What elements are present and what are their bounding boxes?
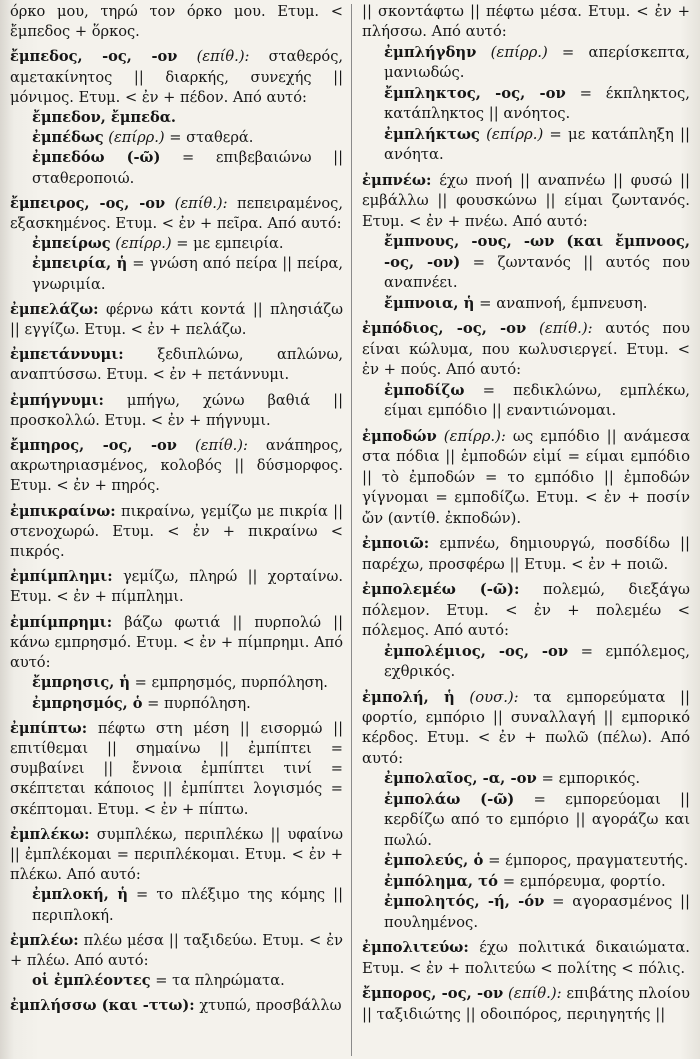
definition: πολεμώ, διεξάγω πόλεμον. Ετυμ. < ἐν + πολεμέω < πόλεμος. Από αυτό: (362, 581, 690, 640)
derived-entry (10, 148, 343, 188)
entry-text (10, 567, 343, 607)
headword: ἐμπελάζω: (10, 300, 99, 318)
dictionary-entry (10, 194, 343, 295)
derived-entry (362, 769, 690, 789)
derived-headword: ἐμπολέμιος, -ος, -ον (384, 642, 569, 660)
headword: ἐμπλήσσω (και -ττω): (10, 997, 195, 1015)
definition: πέφτω στη μέση || εισορμώ || επιτίθεμαι || σημαίνω || ἐμπίπτει = συμβαίνει || ἔννοια ἐμπίπτει τινί = σκέπτεται κάποιος || ἐμπίπτει λογισμός = σκέπτομαι. Ετυμ. < ἐν + πίπτω. (10, 719, 344, 818)
part-of-speech: (επίθ.): (508, 985, 562, 1003)
entry-text (10, 825, 343, 886)
derived-headword: ἐμπέδως (32, 129, 104, 147)
entry-text (10, 345, 343, 385)
definition: πλέω μέσα || ταξιδεύω. Ετυμ. < ἐν + πλέω. Από αυτό: (10, 931, 343, 969)
definition: εμπνέω, δημιουργώ, ποσδίδω || παρέχω, προσφέρω || Ετυμ. < ἐν + ποιῶ. (362, 535, 690, 573)
derived-entry (10, 694, 343, 714)
entry-text (362, 319, 690, 380)
derived-headword: ἐμπείρως (32, 235, 111, 253)
dictionary-entry (10, 300, 343, 340)
definition: τα εμπορεύματα || φορτίο, εμπόριο || συναλλαγή || εμπορικό κέρδος. Ετυμ. < ἐν + πωλῶ (πέλω). Από αυτό: (362, 688, 690, 767)
derived-entry (362, 790, 690, 851)
definition: γεμίζω, πληρώ || χορταίνω. Ετυμ. < ἐν + πίμπλημι. (10, 568, 343, 606)
definition: ως εμπόδιο || ανάμεσα στα πόδια || ἐμποδών εἰμί = είμαι εμπόδιο || τὸ ἐμποδών = το εμπόδιο || ἐμποδών γίγνομαι = εμποδίζω. Ετυμ. < ἐν + ποσίν ὤν (αντίθ. ἐκποδών). (362, 427, 690, 527)
derived-headword: ἐμπεδόω (-ῶ) (32, 149, 161, 167)
column-divider (351, 4, 352, 1056)
dictionary-entry (10, 502, 343, 563)
entry-text (10, 300, 343, 340)
derived-definition: = εμπρησμός, πυρπόληση. (134, 674, 328, 692)
entry-text (10, 391, 343, 431)
derived-entry (362, 642, 690, 683)
derived-entry (362, 125, 690, 166)
definition: φέρνω κάτι κοντά || πλησιάζω || εγγίζω. Ετυμ. < ἐν + πελάζω. (10, 300, 344, 339)
derived-headword: ἐμπολάω (-ῶ) (384, 790, 515, 808)
entry-text (362, 688, 690, 770)
derived-entry (362, 872, 690, 892)
headword: ἐμπετάννυμι: (10, 346, 124, 364)
derived-headword: ἐμπρησμός, ὁ (32, 694, 143, 712)
derived-definition: = πυρπόληση. (147, 694, 251, 712)
entry-text (10, 47, 343, 108)
headword: ἐμπλέω: (10, 931, 79, 949)
derived-entry (10, 885, 343, 925)
derived-entry (10, 128, 343, 148)
derived-definition: = πεδικλώνω, εμπλέκω, είμαι εμπόδιο || εναντιώνομαι. (384, 381, 690, 420)
derived-definition: = επιβεβαιώνω || σταθεροποιώ. (32, 149, 343, 187)
derived-headword: ἐμπολαῖος, -α, -ον (384, 770, 537, 788)
headword: ἔμπορος, -ος, -ον (362, 985, 504, 1003)
dictionary-entry (10, 719, 343, 820)
derived-definition: = με κατάπληξη || ανόητα. (384, 125, 690, 164)
derived-definition: = εμπόλεμος, εχθρικός. (384, 642, 690, 681)
headword: ἐμπλέκω: (10, 825, 90, 843)
derived-definition: = έκπληκτος, κατάπληκτος || ανόητος. (384, 84, 690, 123)
derived-definition: = τα πληρώματα. (155, 972, 285, 990)
left-column (10, 2, 343, 1022)
part-of-speech: (επίθ.): (174, 194, 228, 212)
entry-text (10, 931, 343, 971)
part-of-speech: (επίθ.): (196, 48, 250, 66)
right-column (362, 2, 690, 1030)
derived-definition: = σταθερά. (169, 129, 254, 147)
derived-definition: = εμπόρευμα, φορτίο. (502, 872, 666, 890)
derived-entry (10, 254, 343, 294)
derived-definition: = το πλέξιμο της κόμης || περιπλοκή. (32, 886, 343, 924)
derived-entry (10, 108, 343, 128)
dictionary-entry (362, 688, 690, 934)
derived-entry (10, 673, 343, 693)
definition: ξεδιπλώνω, απλώνω, αναπτύσσω. Ετυμ. < ἐν + πετάννυμι. (10, 346, 343, 384)
definition: σταθερός, αμετακίνητος || διαρκής, συνεχής || μόνιμος. Ετυμ. < ἐν + πέδον. Από αυτό: (10, 48, 344, 106)
dictionary-entry (10, 567, 343, 607)
derived-definition: = ζωντανός || αυτός που αναπνέει. (384, 253, 690, 292)
derived-definition: = γνώση από πείρα || πείρα, γνωριμία. (32, 255, 343, 293)
part-of-speech: (ουσ.): (469, 688, 519, 706)
derived-headword: ἐμποδίζω (384, 381, 465, 399)
headword: ἐμπικραίνω: (10, 502, 116, 520)
part-of-speech: (επίθ.): (538, 320, 593, 338)
derived-part-of-speech: (επίρρ.) (115, 235, 172, 253)
entry-text (10, 436, 343, 497)
entry-text (10, 194, 343, 234)
derived-headword: ἔμπεδον, ἔμπεδα. (32, 109, 177, 127)
entry-text (362, 534, 690, 575)
derived-headword: ἐμπλήκτως (384, 125, 480, 143)
derived-definition: = εμπορικός. (541, 770, 641, 788)
derived-definition: = απερίσκεπτα, μανιωδώς. (384, 43, 690, 82)
headword: ἐμπίμπλημι: (10, 568, 113, 586)
dictionary-entry (362, 580, 690, 682)
entry-text (362, 427, 690, 529)
definition: έχω πνοή || αναπνέω || φυσώ || εμβάλλω || φουσκώνω || είμαι ζωντανός. Ετυμ. < ἐν + πνέω. Από αυτό: (362, 171, 690, 230)
derived-headword: ἔμπνους, -ους, -ων (και ἔμπνοος, -ος, -ον) (384, 233, 690, 271)
headword: ἐμπολιτεύω: (362, 939, 469, 957)
dictionary-entry (10, 825, 343, 926)
derived-definition: = αγορασμένος || πουλημένος. (384, 893, 690, 931)
definition: πικραίνω, γεμίζω με πικρία || στενοχωρώ. Ετυμ. < ἐν + πικραίνω < πικρός. (10, 502, 344, 561)
headword: ἔμπηρος, -ος, -ον (10, 437, 177, 455)
entry-text (10, 719, 343, 820)
dictionary-entry (10, 931, 343, 992)
definition: βάζω φωτιά || πυρπολώ || κάνω εμπρησμό. Ετυμ. < ἐν + πίμπρημι. Από αυτό: (10, 613, 343, 672)
headword: ἐμπίπτω: (10, 719, 88, 737)
derived-part-of-speech: (επίρρ.) (108, 129, 165, 147)
definition: συμπλέκω, περιπλέκω || υφαίνω || ἐμπλέκομαι = περιπλέκομαι. Ετυμ. < ἐν + πλέκω. Από αυτό: (10, 825, 344, 884)
derived-entry (362, 84, 690, 125)
headword: ἔμπεδος, -ος, -ον (10, 48, 178, 66)
dictionary-entry (10, 391, 343, 431)
dictionary-entry (362, 984, 690, 1025)
definition: έχω πολιτικά δικαιώματα. Ετυμ. < ἐν + πολιτεύω < πολίτης < πόλις. (362, 939, 690, 977)
headword: ἐμποδών (362, 427, 437, 445)
dictionary-entry (362, 938, 690, 979)
derived-definition: = έμπορος, πραγματευτής. (488, 852, 689, 870)
part-of-speech: (επίθ.): (194, 437, 248, 455)
derived-headword: ἔμπνοια, ἡ (384, 294, 475, 312)
headword: ἐμπνέω: (362, 171, 432, 189)
headword: ἐμπολή, ἡ (362, 688, 455, 706)
derived-headword: ἐμπολητός, -ή, -όν (384, 893, 545, 911)
definition: επιβάτης πλοίου || ταξιδιώτης || οδοιπόρος, περιηγητής || (362, 985, 690, 1023)
definition: μπήγω, χώνω βαθιά || προσκολλώ. Ετυμ. < ἐν + πήγνυμι. (10, 391, 343, 429)
headword: ἐμπόδιος, -ος, -ον (362, 320, 527, 338)
derived-headword: ἐμπλοκή, ἡ (32, 886, 128, 904)
dictionary-entry (10, 613, 343, 714)
definition: ανάπηρος, ακρωτηριασμένος, κολοβός || δύσμορφος. Ετυμ. < ἐν + πηρός. (10, 437, 344, 495)
dictionary-entry (10, 996, 343, 1016)
entry-continuation (362, 2, 690, 166)
continuation-text: || σκοντάφτω || πέφτω μέσα. Ετυμ. < ἐν + πλήσσω. Από αυτό: (362, 3, 690, 41)
entry-text (362, 938, 690, 979)
entry-text (362, 171, 690, 232)
entry-text (362, 984, 690, 1025)
derived-headword: οἱ ἐμπλέοντες (32, 972, 151, 990)
derived-entry (362, 232, 690, 293)
dictionary-entry (362, 171, 690, 314)
derived-entry (10, 234, 343, 254)
derived-headword: ἐμπλήγδην (384, 43, 477, 61)
headword: ἐμποιῶ: (362, 535, 430, 553)
derived-headword: ἔμπρησις, ἡ (32, 674, 131, 692)
dictionary-entry (10, 436, 343, 497)
entry-text (10, 502, 343, 563)
entry-text (10, 613, 343, 674)
dictionary-entry (362, 534, 690, 575)
derived-headword: ἐμπειρία, ἡ (32, 255, 128, 273)
entry-text (362, 2, 690, 43)
continuation-text: όρκο μου, τηρώ τον όρκο μου. Ετυμ. < ἔμπεδος + ὅρκος. (10, 3, 343, 41)
derived-entry (362, 43, 690, 84)
headword: ἐμπολεμέω (-ῶ): (362, 581, 520, 599)
derived-definition: = αναπνοή, έμπνευση. (479, 294, 648, 312)
derived-part-of-speech: (επίρρ.) (486, 125, 544, 143)
entry-continuation (10, 2, 343, 42)
headword: ἔμπειρος, -ος, -ον (10, 194, 166, 212)
entry-text (362, 580, 690, 641)
derived-part-of-speech: (επίρρ.) (490, 43, 548, 61)
derived-headword: ἔμπληκτος, -ος, -ον (384, 84, 566, 102)
derived-entry (362, 381, 690, 422)
headword: ἐμπίμπρημι: (10, 613, 113, 631)
part-of-speech: (επίρρ.): (443, 427, 506, 445)
derived-entry (362, 294, 690, 314)
derived-definition: = εμπορεύομαι || κερδίζω από το εμπόριο || αγοράζω και πωλώ. (384, 790, 690, 849)
derived-entry (10, 971, 343, 991)
definition: πεπειραμένος, εξασκημένος. Ετυμ. < ἐν + πεῖρα. Από αυτό: (10, 194, 343, 233)
definition: αυτός που είναι κώλυμα, που κωλυσιεργεί. Ετυμ. < ἐν + πούς. Από αυτό: (362, 320, 690, 379)
entry-text (10, 2, 343, 42)
derived-entry (362, 851, 690, 871)
derived-entry (362, 892, 690, 933)
dictionary-entry (362, 319, 690, 421)
derived-headword: ἐμπολεύς, ὁ (384, 852, 484, 870)
entry-text (10, 996, 343, 1016)
dictionary-entry (362, 427, 690, 529)
dictionary-entry (10, 47, 343, 188)
dictionary-entry (10, 345, 343, 385)
derived-definition: = με εμπειρία. (176, 235, 284, 253)
headword: ἐμπήγνυμι: (10, 391, 104, 409)
derived-headword: ἐμπόλημα, τό (384, 872, 499, 890)
definition: χτυπώ, προσβάλλω (199, 997, 342, 1015)
